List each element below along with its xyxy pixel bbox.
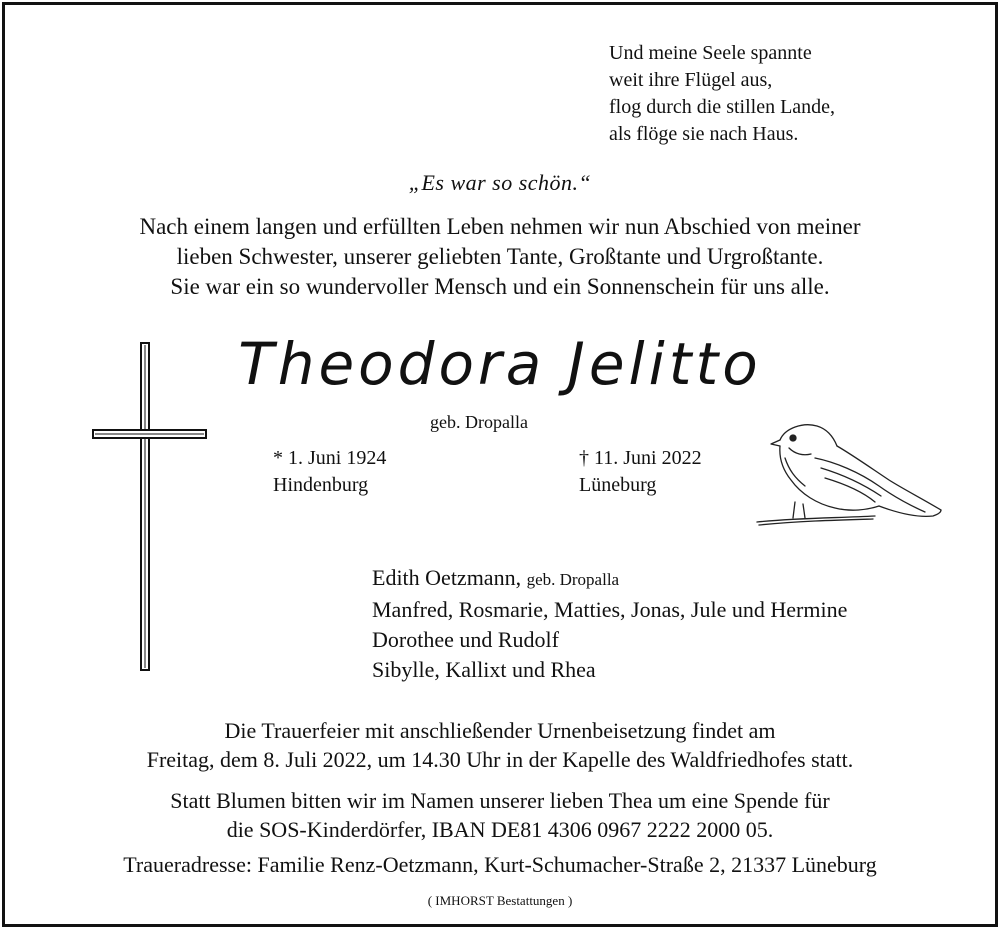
family-list: [372, 563, 847, 685]
family-line: Sibylle, Kallixt und Rhea: [372, 657, 596, 682]
family-first-name: Edith Oetzmann,: [372, 565, 522, 590]
poem: [609, 40, 835, 148]
poem-line: weit ihre Flügel aus,: [609, 69, 773, 91]
family-line: Dorothee und Rudolf: [372, 627, 559, 652]
death-place: Lüneburg: [579, 474, 657, 496]
intro-line: Nach einem langen und erfüllten Leben nehmen wir nun Abschied von meiner: [139, 214, 861, 239]
birth-info: [273, 445, 386, 499]
service-line: Freitag, dem 8. Juli 2022, um 14.30 Uhr in der Kapelle des Waldfriedhofes statt.: [146, 747, 854, 772]
born-name: geb. Dropalla: [430, 412, 528, 432]
birth-place: Hindenburg: [273, 474, 369, 496]
intro-line: Sie war ein so wundervoller Mensch und ein Sonnenschein für uns alle.: [170, 274, 830, 299]
bird-icon: [755, 418, 945, 530]
mourning-address: Traueradresse: Familie Renz-Oetzmann, Kurt-Schumacher-Straße 2, 21337 Lüneburg: [123, 852, 877, 877]
poem-line: flog durch die stillen Lande,: [609, 96, 836, 118]
family-line: [372, 563, 847, 595]
birth-date: * 1. Juni 1924: [273, 447, 387, 469]
death-date: † 11. Juni 2022: [579, 447, 702, 469]
service-line: Die Trauerfeier mit anschließender Urnenbeisetzung findet am: [224, 718, 776, 743]
poem-line: Und meine Seele spannte: [609, 42, 812, 64]
family-first-note: geb. Dropalla: [526, 570, 620, 589]
donation-line: die SOS-Kinderdörfer, IBAN DE81 4306 0967 2222 2000 05.: [226, 817, 774, 842]
service-info: [0, 716, 1000, 774]
death-info: [579, 445, 702, 499]
undertaker-credit: ( IMHORST Bestattungen ): [427, 893, 573, 908]
family-line: Manfred, Rosmarie, Matties, Jonas, Jule und Hermine: [372, 597, 848, 622]
donation-line: Statt Blumen bitten wir im Namen unserer lieben Thea um eine Spende für: [170, 788, 830, 813]
intro-line: lieben Schwester, unserer geliebten Tante, Großtante und Urgroßtante.: [176, 244, 824, 269]
quote: „Es war so schön.“: [408, 170, 592, 195]
intro-text: [0, 212, 1000, 302]
donation-info: [0, 786, 1000, 844]
deceased-name: Theodora Jelitto: [238, 330, 762, 398]
poem-line: als flöge sie nach Haus.: [609, 123, 799, 145]
